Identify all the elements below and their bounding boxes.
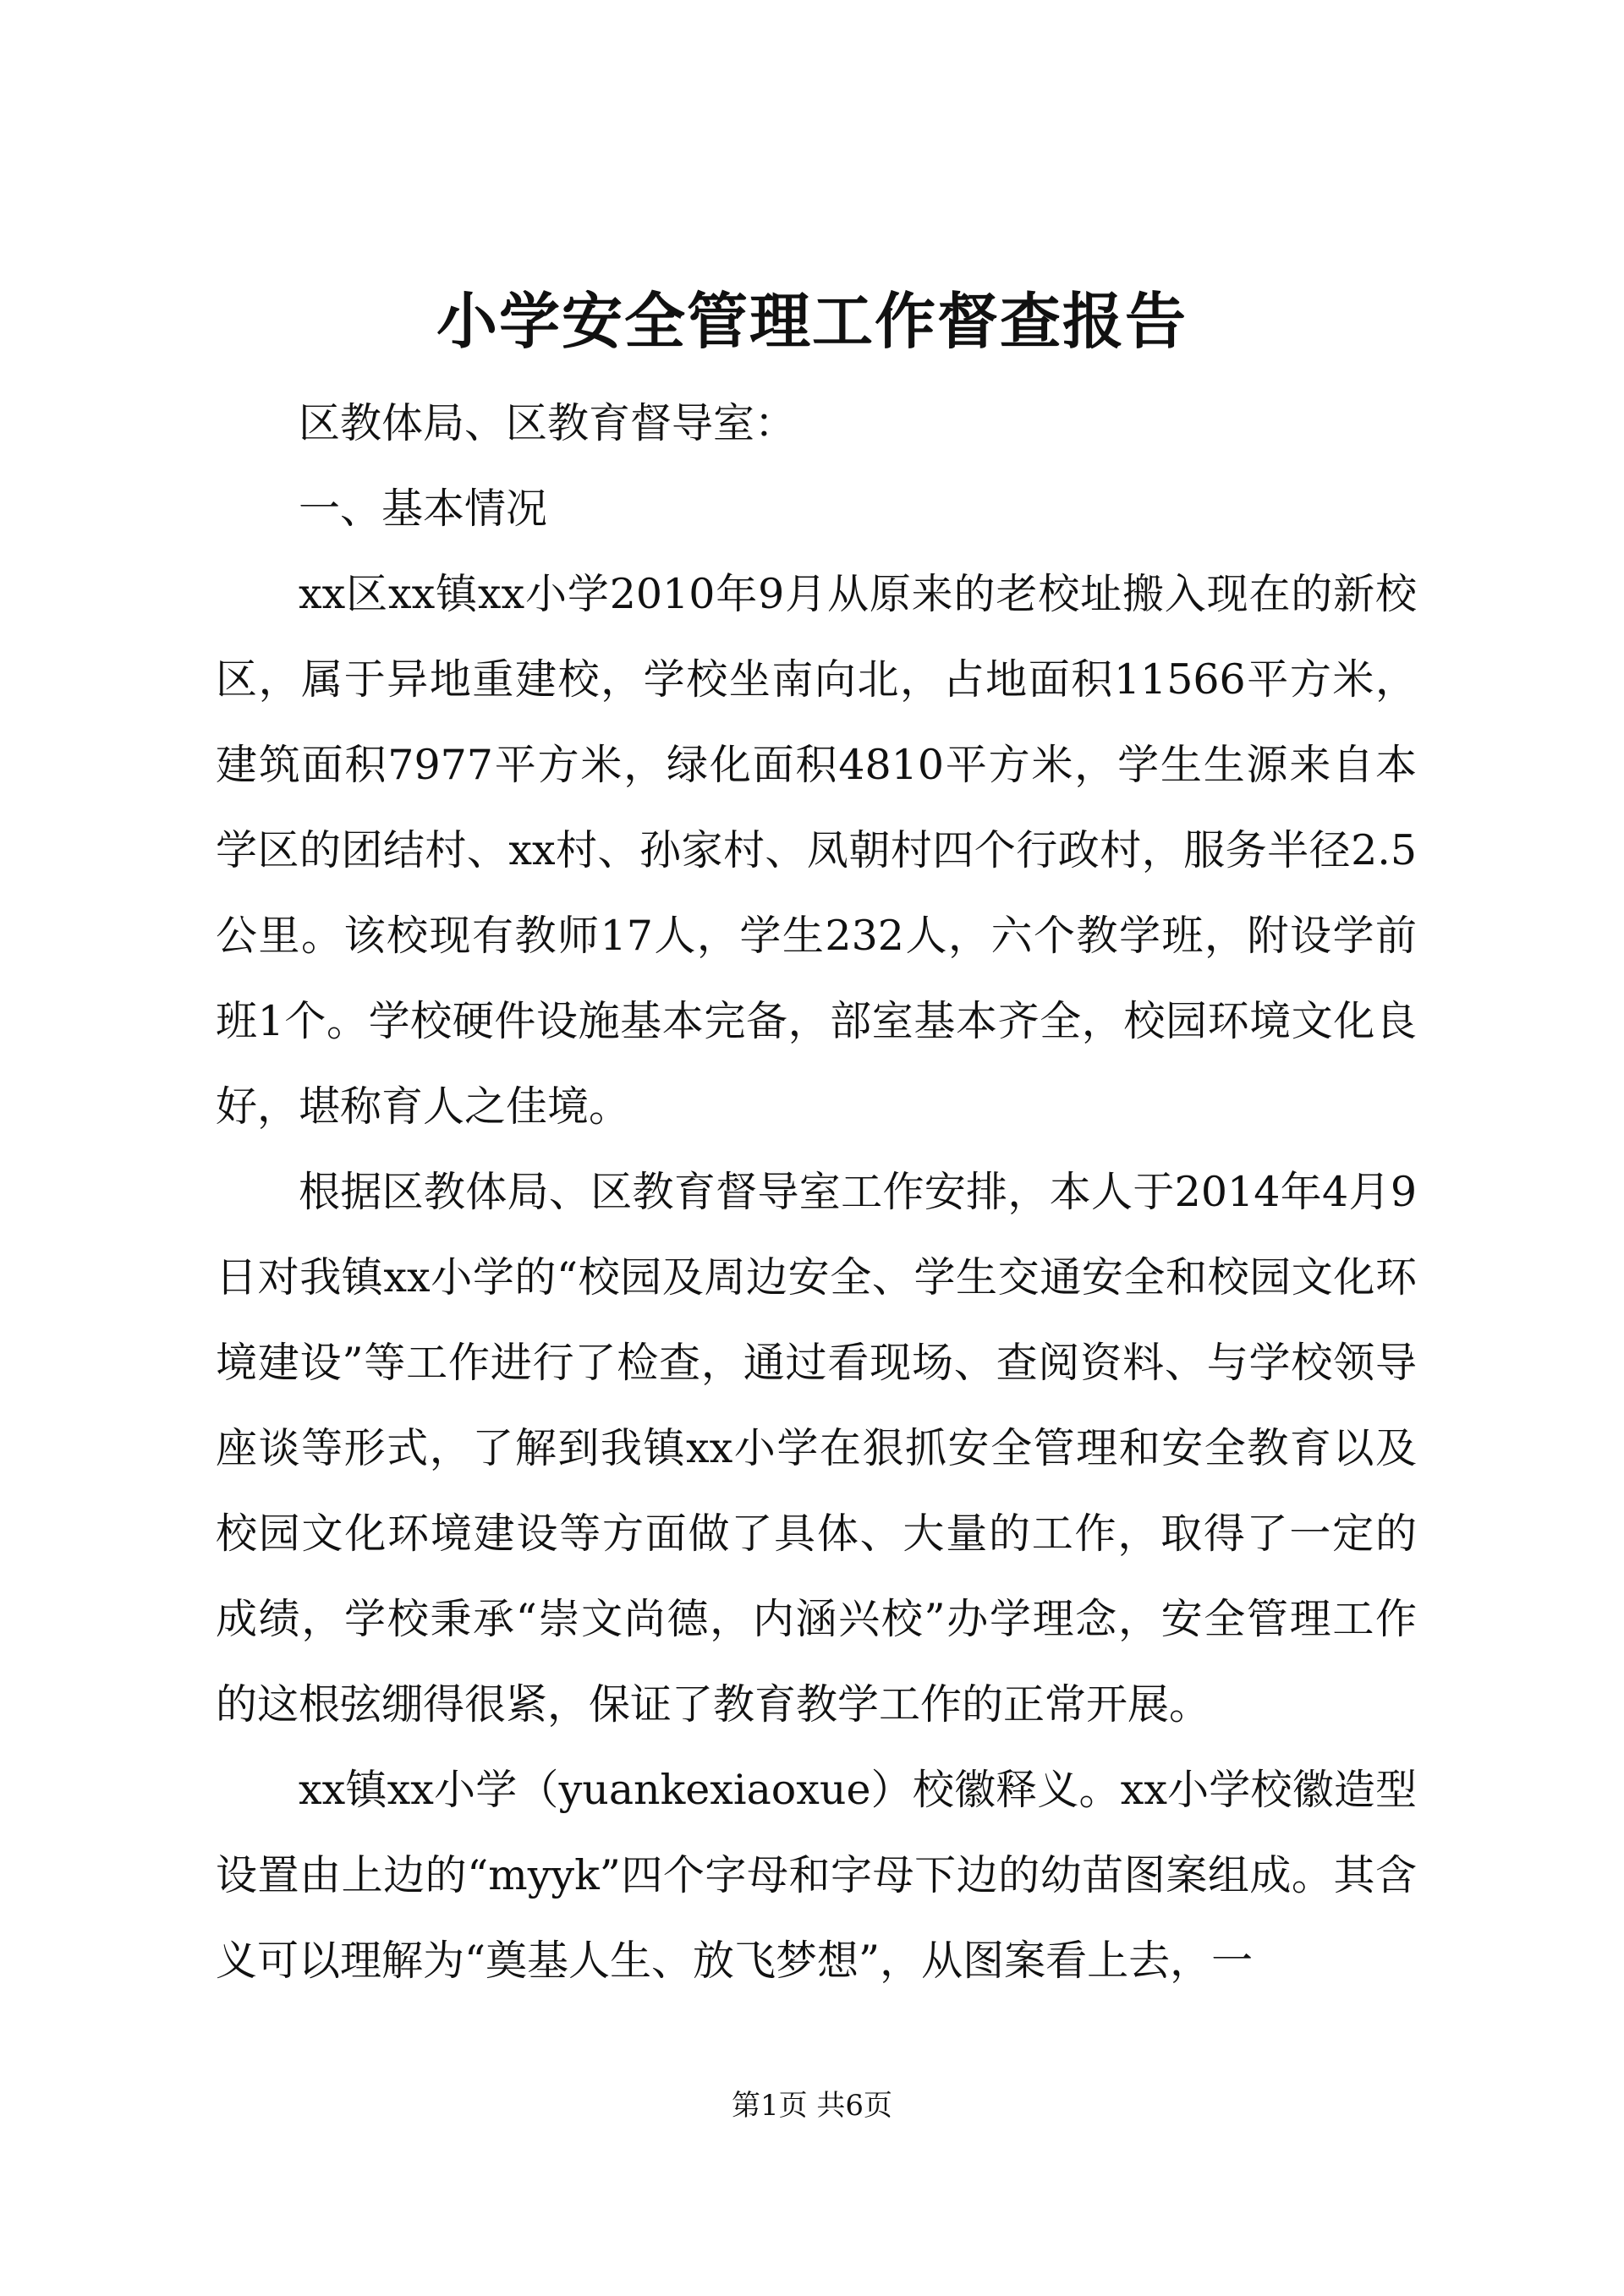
document-body: [216, 381, 1417, 2003]
salutation-paragraph: 区教体局、区教育督导室：: [299, 399, 797, 447]
section-heading: 一、基本情况: [299, 485, 548, 533]
document-title: 小学安全管理工作督查报告: [436, 285, 1188, 357]
body-paragraph: xx镇xx小学（yuankexiaoxue）校徽释义。xx小学校徽造型设置由上边的“myyk”四个字母和字母下边的幼苗图案组成。其含义可以理解为“奠基人生、放飞梦想”，从图案看上去，一: [216, 1766, 1417, 1985]
body-paragraph: 根据区教体局、区教育督导室工作安排，本人于2014年4月9日对我镇xx小学的“校园及周边安全、学生交通安全和校园文化环境建设”等工作进行了检查，通过看现场、查阅资料、与学校领导座谈等形式，了解到我镇xx小学在狠抓安全管理和安全教育以及校园文化环境建设等方面做了具体、大量的工作，取得了一定的成绩，学校秉承“崇文尚德，内涵兴校”办学理念，安全管理工作的这根弦绷得很紧，保证了教育教学工作的正常开展。: [216, 1168, 1417, 1729]
page-footer: 第1页 共6页: [731, 2089, 893, 2123]
body-paragraph: xx区xx镇xx小学2010年9月从原来的老校址搬入现在的新校区，属于异地重建校，学校坐南向北，占地面积11566平方米，建筑面积7977平方米，绿化面积4810平方米，学生生源来自本学区的团结村、xx村、孙家村、凤朝村四个行政村，服务半径2.5公里。该校现有教师17人，学生232人，六个教学班，附设学前班1个。学校硬件设施基本完备，部室基本齐全，校园环境文化良好，堪称育人之佳境。: [216, 570, 1417, 1131]
